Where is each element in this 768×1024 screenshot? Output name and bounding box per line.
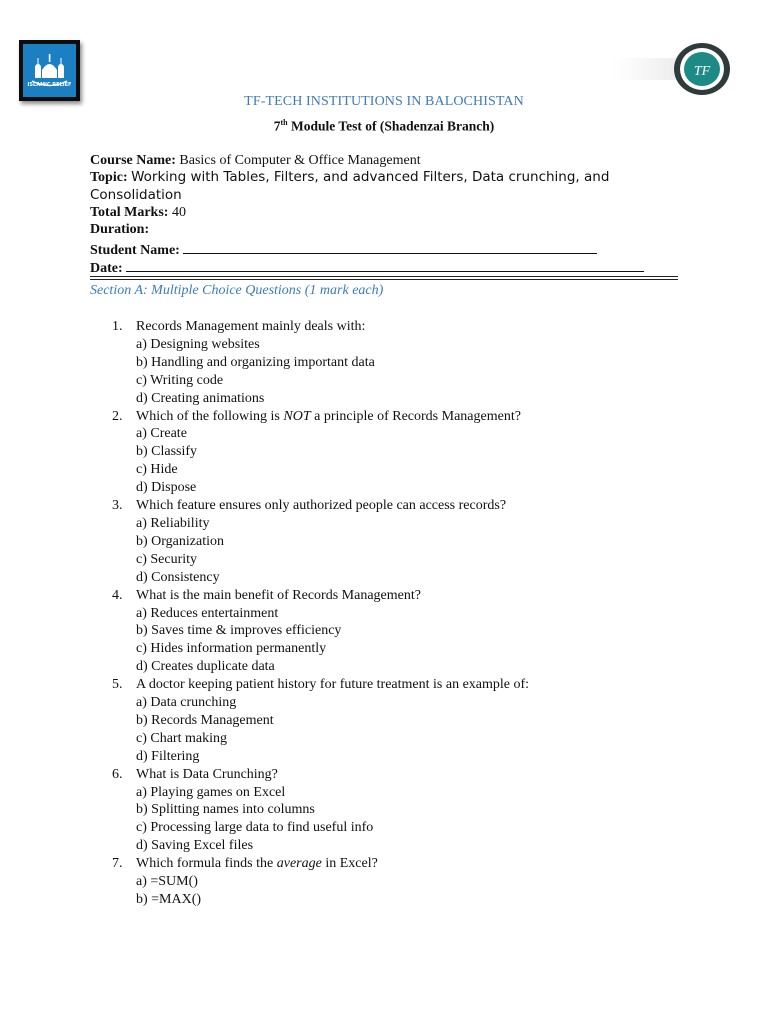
topic-row: [90, 169, 650, 204]
answer-option[interactable]: b) Classify: [136, 444, 198, 460]
answer-option[interactable]: c) Security: [136, 551, 198, 567]
answer-option[interactable]: c) Writing code: [136, 372, 224, 388]
question-number: 6.: [112, 766, 123, 782]
answer-option[interactable]: a) Reduces entertainment: [136, 605, 279, 621]
section-a-heading: Section A: Multiple Choice Questions (1 mark each): [90, 283, 384, 298]
question-text: Which formula finds the average in Excel?: [136, 856, 378, 872]
question-text: Which feature ensures only authorized people can access records?: [136, 498, 507, 514]
question-number: 5.: [112, 677, 123, 693]
test-title: [0, 118, 768, 135]
question-number: 4.: [112, 587, 123, 603]
topic-value: Working with Tables, Filters, and advanced Filters, Data crunching, and Consolidation: [90, 169, 610, 203]
duration-label: Duration:: [90, 222, 150, 237]
answer-option[interactable]: d) Dispose: [136, 480, 197, 496]
answer-option[interactable]: d) Creating animations: [136, 390, 265, 406]
answer-option[interactable]: c) Hide: [136, 462, 178, 478]
student-label: Student Name:: [90, 243, 180, 258]
tf-emblem-icon: [684, 52, 720, 86]
question-list: [112, 318, 712, 909]
question-text: What is the main benefit of Records Management?: [136, 587, 421, 603]
logo-monogram: TF: [693, 64, 711, 79]
duration-row: [90, 221, 650, 239]
question-6: [112, 766, 712, 856]
question-number: 2.: [112, 408, 123, 424]
answer-option[interactable]: d) Consistency: [136, 569, 220, 585]
test-number-suffix: th: [280, 118, 288, 127]
question-7: [112, 855, 712, 909]
divider-line: [90, 279, 678, 280]
question-number: 7.: [112, 856, 123, 872]
answer-option[interactable]: a) Data crunching: [136, 695, 237, 711]
topic-label: Topic:: [90, 170, 128, 185]
divider-line: [90, 276, 678, 277]
emphasis-text: NOT: [283, 408, 311, 424]
answer-option[interactable]: a) =SUM(): [136, 874, 198, 890]
question-3: [112, 497, 712, 587]
test-number: 7: [273, 118, 281, 134]
course-label: Course Name:: [90, 153, 176, 168]
answer-option[interactable]: a) Create: [136, 426, 187, 442]
test-title-text: Module Test of (Shadenzai Branch): [290, 118, 495, 134]
course-name-row: [90, 152, 650, 170]
course-value: Basics of Computer & Office Management: [179, 153, 421, 168]
answer-option[interactable]: a) Reliability: [136, 515, 210, 531]
date-row: [90, 258, 650, 278]
question-text: Records Management mainly deals with:: [136, 319, 366, 334]
marks-value: 40: [171, 205, 186, 220]
question-number: 1.: [112, 319, 123, 334]
question-text: A doctor keeping patient history for future treatment is an example of:: [136, 677, 530, 693]
question-text: Which of the following is NOT a principle of Records Management?: [136, 408, 521, 424]
answer-option[interactable]: b) Splitting names into columns: [136, 802, 315, 818]
answer-option[interactable]: a) Playing games on Excel: [136, 784, 286, 800]
answer-option[interactable]: d) Filtering: [136, 748, 200, 764]
answer-option[interactable]: c) Hides information permanently: [136, 641, 327, 657]
answer-option[interactable]: b) =MAX(): [136, 892, 202, 907]
tf-tech-logo: [600, 40, 740, 100]
mosque-icon: [23, 44, 76, 97]
date-label: Date:: [90, 261, 123, 276]
answer-option[interactable]: d) Creates duplicate data: [136, 659, 275, 675]
answer-option[interactable]: b) Organization: [136, 533, 224, 549]
question-2: [112, 408, 712, 498]
emphasis-text: average: [276, 856, 322, 872]
student-name-field[interactable]: [183, 240, 597, 254]
answer-option[interactable]: b) Handling and organizing important data: [136, 354, 375, 370]
institution-name: TF-TECH INSTITUTIONS IN BALOCHISTAN: [244, 94, 524, 109]
total-marks-row: [90, 204, 650, 222]
student-name-row: [90, 240, 650, 260]
marks-label: Total Marks:: [90, 205, 169, 220]
answer-option[interactable]: a) Designing websites: [136, 336, 260, 352]
logo-text: ISLAMIC RELIEF: [27, 82, 72, 88]
answer-option[interactable]: c) Processing large data to find useful info: [136, 820, 374, 836]
question-1: [112, 318, 712, 408]
answer-option[interactable]: d) Saving Excel files: [136, 838, 254, 854]
answer-option[interactable]: c) Chart making: [136, 730, 227, 746]
question-text: What is Data Crunching?: [136, 766, 278, 782]
islamic-relief-logo: [19, 40, 80, 101]
question-4: [112, 587, 712, 677]
date-field[interactable]: [126, 258, 644, 272]
question-number: 3.: [112, 498, 123, 514]
question-5: [112, 676, 712, 766]
answer-option[interactable]: b) Records Management: [136, 712, 274, 728]
answer-option[interactable]: b) Saves time & improves efficiency: [136, 623, 342, 639]
